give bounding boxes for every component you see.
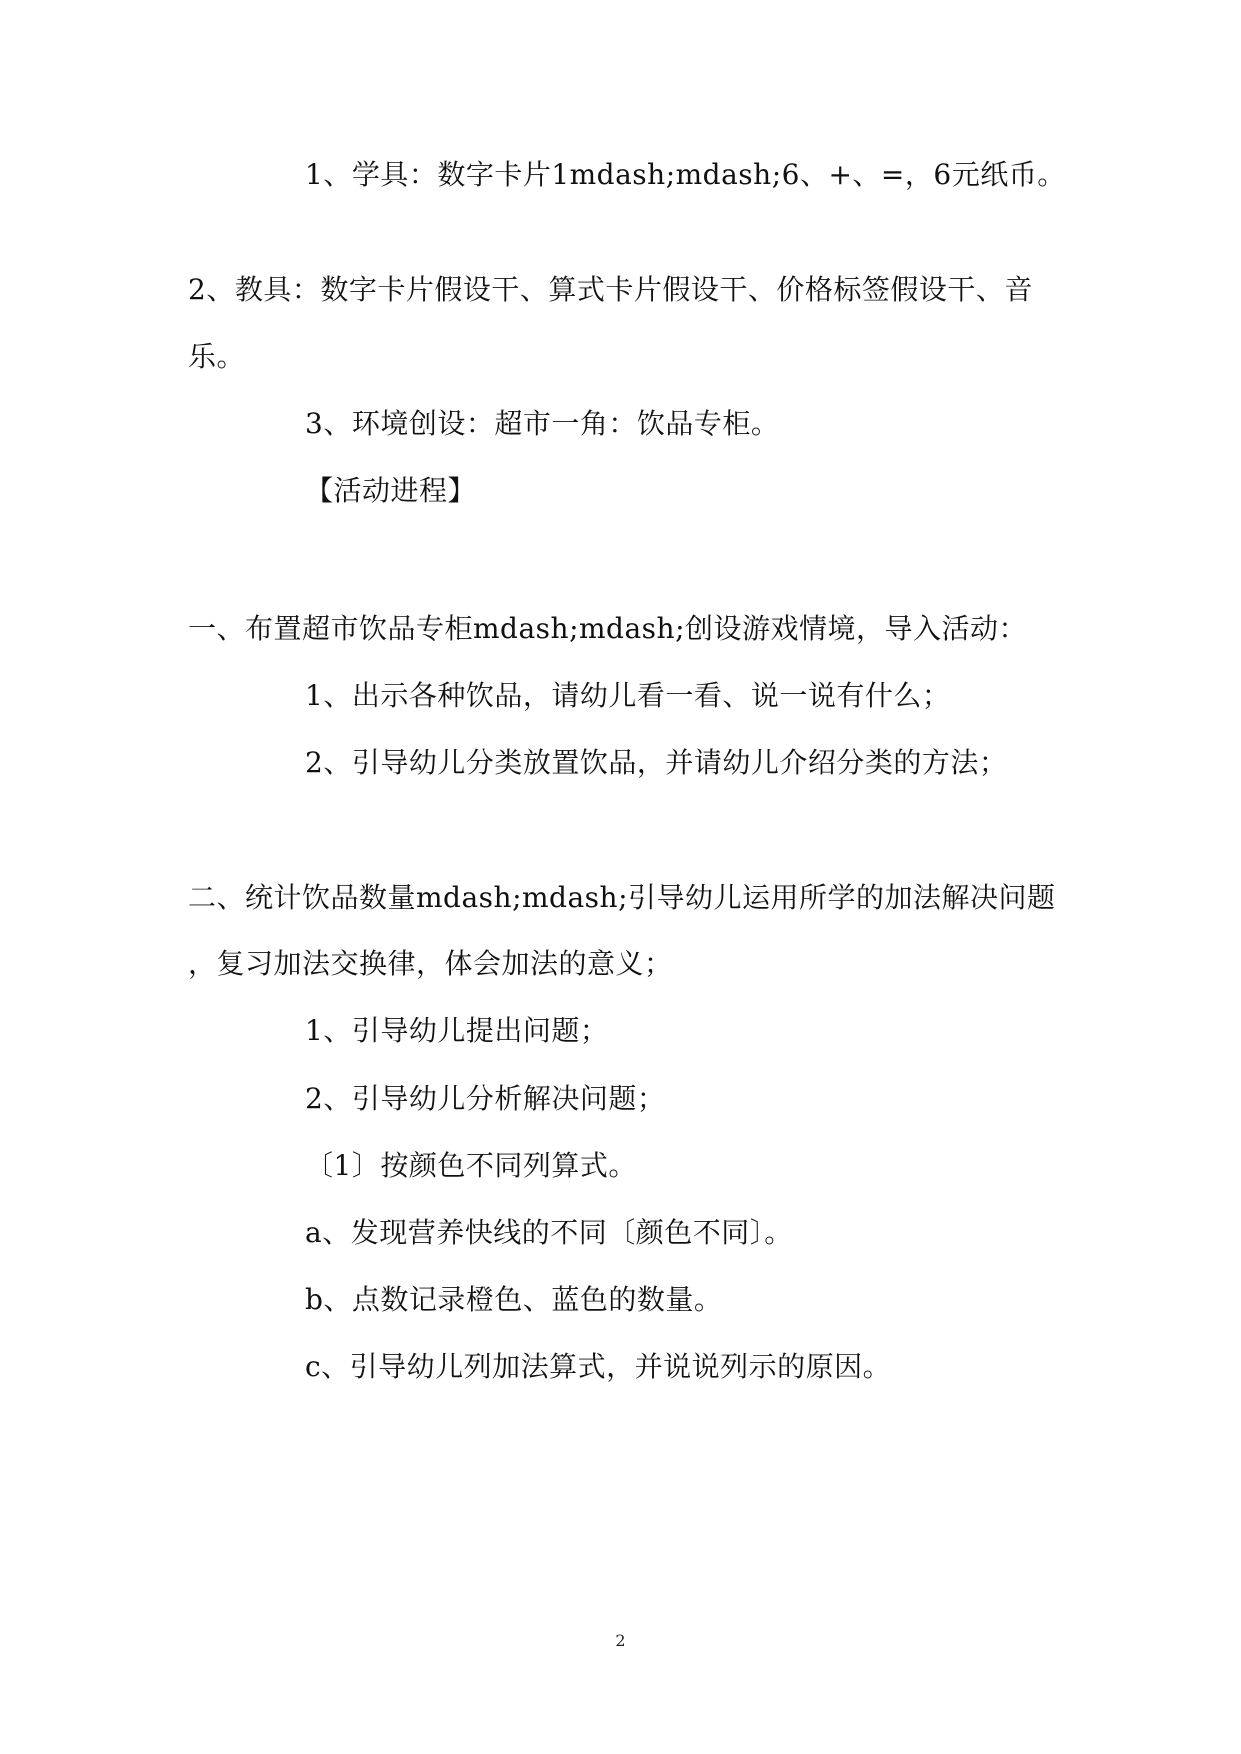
materials-teaching-tools-line: 2、教具：数字卡片假设干、算式卡片假设干、价格标签假设干、音 [188, 273, 1033, 306]
sub-step-a: a、发现营养快线的不同〔颜色不同〕。 [305, 1216, 793, 1249]
section-one-heading: 一、布置超市饮品专柜mdash;mdash;创设游戏情境，导入活动： [188, 612, 1028, 645]
materials-teaching-tools-continuation: 乐。 [188, 340, 246, 373]
section-two-step-1: 1、引导幼儿提出问题； [305, 1014, 609, 1047]
page-number: 2 [615, 1631, 626, 1650]
section-one-step-1: 1、出示各种饮品，请幼儿看一看、说一说有什么； [305, 679, 951, 712]
section-two-heading: 二、统计饮品数量mdash;mdash;引导幼儿运用所学的加法解决问题 [188, 881, 1056, 914]
section-one-step-2: 2、引导幼儿分类放置饮品，并请幼儿介绍分类的方法； [305, 746, 1008, 779]
sub-step-c: c、引导幼儿列加法算式，并说说列示的原因。 [305, 1350, 892, 1383]
activity-process-heading: 【活动进程】 [305, 474, 477, 507]
materials-learning-tools-line: 1、学具：数字卡片1mdash;mdash;6、+、=，6元纸币。 [305, 158, 1066, 191]
section-two-step-2: 2、引导幼儿分析解决问题； [305, 1082, 666, 1115]
environment-setup-line: 3、环境创设：超市一角：饮品专柜。 [305, 407, 780, 440]
sub-step-color-formula: 〔1〕按颜色不同列算式。 [305, 1149, 637, 1182]
sub-step-b: b、点数记录橙色、蓝色的数量。 [305, 1283, 723, 1316]
section-two-heading-continuation: ，复习加法交换律，体会加法的意义； [188, 947, 673, 980]
